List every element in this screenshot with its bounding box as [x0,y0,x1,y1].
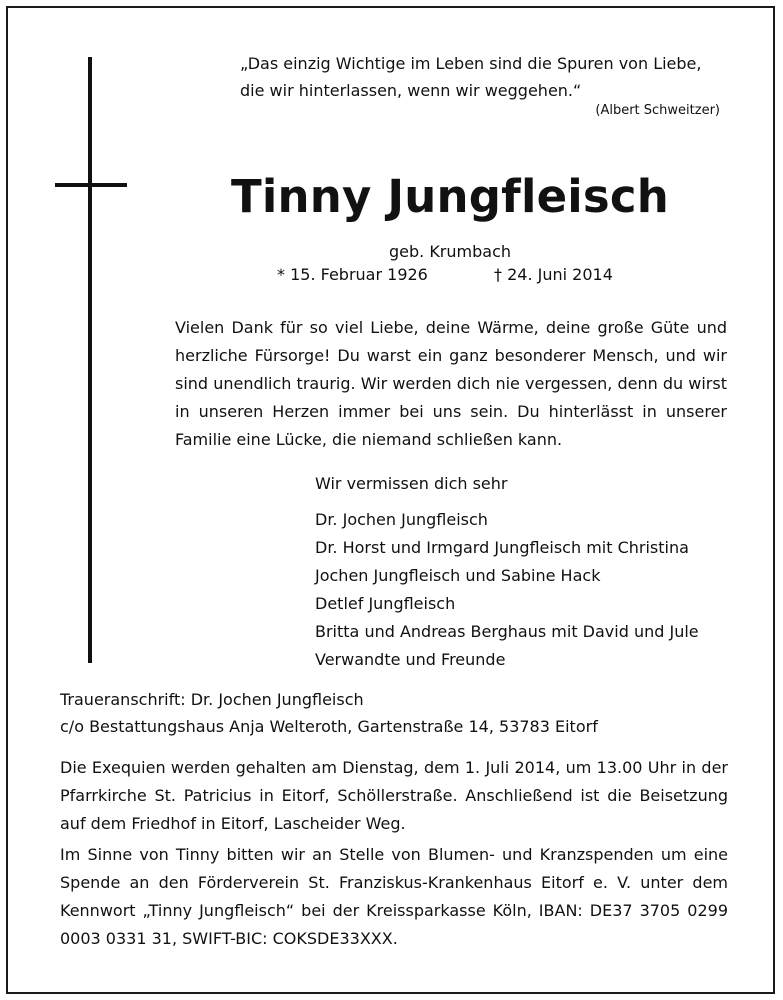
thanks-paragraph: Vielen Dank für so viel Liebe, deine Wärme, deine große Güte und herzliche Fürsorge! Du warst ein ganz besonderer Mensch, und wir sind unendlich traurig. Wir werden dich nie vergessen, denn du wirst in unseren Herzen immer bei uns sein. Du hinterlässt in unserer Familie eine Lücke, die niemand schließen kann. [175,318,727,449]
address-line: c/o Bestattungshaus Anja Welteroth, Gartenstraße 14, 53783 Eitorf [60,717,598,736]
mourners-list [315,470,765,674]
quote-line: „Das einzig Wichtige im Leben sind die Spuren von Liebe, [240,54,702,73]
cross-icon-crossbar [55,183,127,187]
donation-paragraph: Im Sinne von Tinny bitten wir an Stelle von Blumen- und Kranzspenden um eine Spende an den Förderverein St. Franziskus-Krankenhaus Eitorf e. V. unter dem Kennwort „Tinny Jungfleisch“ bei der Kreissparkasse Köln, IBAN: DE37 3705 0299 0003 0331 31, SWIFT-BIC: COKSDE33XXX. [60,845,728,948]
mourner: Dr. Jochen Jungfleisch [315,510,488,529]
birth-date: * 15. Februar 1926 [277,265,428,284]
mourner: Detlef Jungfleisch [315,594,456,613]
deceased-name: Tinny Jungfleisch [230,170,670,223]
mourners-intro: Wir vermissen dich sehr [315,474,508,493]
quote [240,50,730,104]
quote-author: (Albert Schweitzer) [595,103,720,118]
maiden-name: geb. Krumbach [388,242,512,261]
quote-line: die wir hinterlassen, wenn wir weggehen.“ [240,81,582,100]
mourner: Verwandte und Freunde [315,650,506,669]
exequien-paragraph: Die Exequien werden gehalten am Dienstag, dem 1. Juli 2014, um 13.00 Uhr in der Pfarrkirche St. Patricius in Eitorf, Schöllerstraße. Anschließend ist die Beisetzung auf dem Friedhof in Eitorf, Lascheider Weg. [60,758,728,833]
mourner: Britta und Andreas Berghaus mit David und Jule [315,622,699,641]
address-line: Traueranschrift: Dr. Jochen Jungfleisch [60,690,364,709]
cross-icon [88,57,92,663]
mourner: Jochen Jungfleisch und Sabine Hack [315,566,601,585]
mourner: Dr. Horst und Irmgard Jungfleisch mit Christina [315,538,689,557]
mourning-address [60,686,740,740]
death-date: † 24. Juni 2014 [494,265,613,284]
